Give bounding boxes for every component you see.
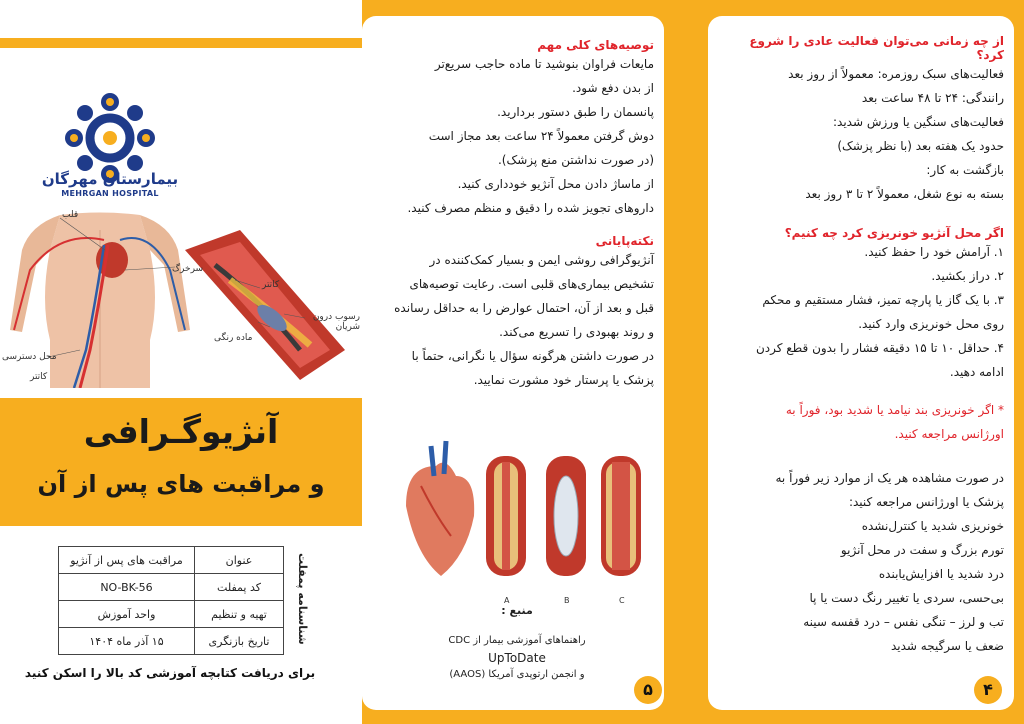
emergency-line: در صورت مشاهده هر یک از موارد زیر فوراً به xyxy=(775,471,1004,485)
note-line: و روند بهبودی را تسریع می‌کند. xyxy=(499,325,654,339)
tip-line: دوش گرفتن معمولاً ۲۴ ساعت بعد مجاز است xyxy=(428,129,654,143)
scan-instruction: برای دریافت کتابچه آموزشی کد بالا را اسکن کنید xyxy=(24,666,316,680)
warning-line: اورژانس مراجعه کنید. xyxy=(894,427,1004,441)
emergency-line: خونریزی شدید یا کنترل‌نشده xyxy=(861,519,1004,533)
bleeding-step: ۳. با یک گاز یا پارچه تمیز، فشار مستقیم و محکم xyxy=(762,293,1004,307)
page-4-content xyxy=(728,34,1004,658)
emergency-line: تب و لرز – تنگی نفس – درد قفسه سینه xyxy=(803,615,1004,629)
tip-line: پانسمان را طبق دستور بردارید. xyxy=(497,105,654,119)
activity-line: بسته به نوع شغل، معمولاً ۲ تا ۳ روز بعد xyxy=(805,187,1004,201)
illus-label-b: B xyxy=(564,596,570,605)
bleeding-step: ادامه دهید. xyxy=(949,365,1004,379)
hospital-name-en: MEHRGAN HOSPITAL xyxy=(61,189,159,198)
sources-block xyxy=(402,604,632,683)
illus-label-catheter-right: کاتتر xyxy=(262,280,280,290)
bleeding-step: ۱. آرامش خود را حفظ کنید. xyxy=(864,245,1004,259)
source-line: و انجمن ارتوپدی آمریکا (AAOS) xyxy=(449,669,585,680)
final-note-heading: نکته‌پایانی xyxy=(595,234,654,248)
sources-title: منبع : xyxy=(501,604,533,617)
note-line: در صورت داشتن هرگونه سؤال یا نگرانی، حتماً با xyxy=(411,349,654,363)
pamphlet-id-table xyxy=(58,546,284,655)
illus-label-catheter-left: کاتتر xyxy=(30,372,48,382)
id-value: ۱۵ آذر ماه ۱۴۰۴ xyxy=(59,628,195,655)
emergency-line: بی‌حسی، سردی یا تغییر رنگ دست یا پا xyxy=(809,591,1004,605)
id-value: NO-BK-56 xyxy=(59,574,195,601)
heart-artery-illustration xyxy=(396,436,646,596)
note-line: تشخیص بیماری‌های قلبی است. رعایت توصیه‌های xyxy=(409,277,654,291)
id-value: مراقبت های پس از آنژیو xyxy=(59,547,195,574)
activity-line: بازگشت به کار: xyxy=(926,163,1004,177)
illus-label-plaque: رسوب درون شریان xyxy=(312,312,360,332)
resume-activity-heading: از چه زمانی می‌توان فعالیت عادی را شروع کرد؟ xyxy=(749,34,1004,62)
activity-line: حدود یک هفته بعد (با نظر پزشک) xyxy=(837,139,1004,153)
id-section-label: شناسنامه پمفلت xyxy=(296,553,309,645)
top-band xyxy=(0,38,362,48)
page-number: ۵ xyxy=(634,676,662,704)
warning-line: * اگر خونریزی بند نیامد یا شدید بود، فوراً به xyxy=(785,403,1004,417)
id-key: تهیه و تنظیم xyxy=(195,601,284,628)
activity-line: رانندگی: ۲۴ تا ۴۸ ساعت بعد xyxy=(861,91,1004,105)
tip-line: از بدن دفع شود. xyxy=(572,81,654,95)
tip-line: داروهای تجویز شده را دقیق و منظم مصرف کنید. xyxy=(407,201,654,215)
hospital-name-fa: بیمارستان مهرگان xyxy=(41,170,179,188)
bleeding-step: ۲. دراز بکشید. xyxy=(931,269,1004,283)
note-line: پزشک یا پرستار خود مشورت نمایید. xyxy=(473,373,654,387)
table-row xyxy=(59,547,284,574)
id-key: عنوان xyxy=(195,547,284,574)
page-5-content xyxy=(384,38,654,392)
tip-line: مایعات فراوان بنوشید تا ماده حاجب سریع‌تر xyxy=(434,57,654,71)
illus-label-dye: ماده رنگی xyxy=(214,333,253,343)
illus-label-groin-artery: سرخرگ xyxy=(172,264,204,274)
table-row xyxy=(59,601,284,628)
illus-label-a: A xyxy=(504,596,510,605)
activity-line: فعالیت‌های سنگین یا ورزش شدید: xyxy=(833,115,1004,129)
page-5-panel xyxy=(362,16,664,710)
id-value: واحد آموزش xyxy=(59,601,195,628)
page-number: ۴ xyxy=(974,676,1002,704)
bleeding-step: ۴. حداقل ۱۰ تا ۱۵ دقیقه فشار را بدون قطع کردن xyxy=(755,341,1004,355)
bleeding-step: روی محل خونریزی وارد کنید. xyxy=(858,317,1004,331)
sub-title: و مراقبت های پس از آن xyxy=(37,470,325,498)
emergency-line: ضعف یا سرگیجه شدید xyxy=(890,639,1004,653)
page-4-panel xyxy=(708,16,1014,710)
activity-line: فعالیت‌های سبک روزمره: معمولاً از روز بعد xyxy=(788,67,1004,81)
emergency-line: تورم بزرگ و سفت در محل آنژیو xyxy=(840,543,1004,557)
illus-label-access: محل دسترسی xyxy=(2,352,57,362)
illus-label-heart: قلب xyxy=(62,210,79,220)
note-line: آنژیوگرافی روشی ایمن و بسیار کمک‌کننده در xyxy=(429,253,654,267)
note-line: قبل و بعد از آن، احتمال عوارض را به حداقل رسانده xyxy=(394,301,654,315)
cover-panel xyxy=(0,0,362,724)
table-row xyxy=(59,628,284,655)
table-row xyxy=(59,574,284,601)
general-tips-heading: توصیه‌های کلی مهم xyxy=(537,38,654,52)
illus-label-c: C xyxy=(619,596,625,605)
emergency-line: درد شدید یا افزایش‌یابنده xyxy=(878,567,1004,581)
id-key: کد پمفلت xyxy=(195,574,284,601)
id-key: تاریخ بازنگری xyxy=(195,628,284,655)
main-title: آنژیوگـرافی xyxy=(83,412,279,451)
source-line: UpToDate xyxy=(488,651,546,665)
source-line: راهنماهای آموزشی بیمار از CDC xyxy=(448,635,586,646)
tip-line: از ماساژ دادن محل آنژیو خودداری کنید. xyxy=(457,177,654,191)
tip-line: (در صورت نداشتن منع پزشک). xyxy=(497,153,654,167)
emergency-line: پزشک یا اورژانس مراجعه کنید: xyxy=(848,495,1004,509)
bleeding-heading: اگر محل آنژیو خونریزی کرد چه کنیم؟ xyxy=(784,226,1004,240)
